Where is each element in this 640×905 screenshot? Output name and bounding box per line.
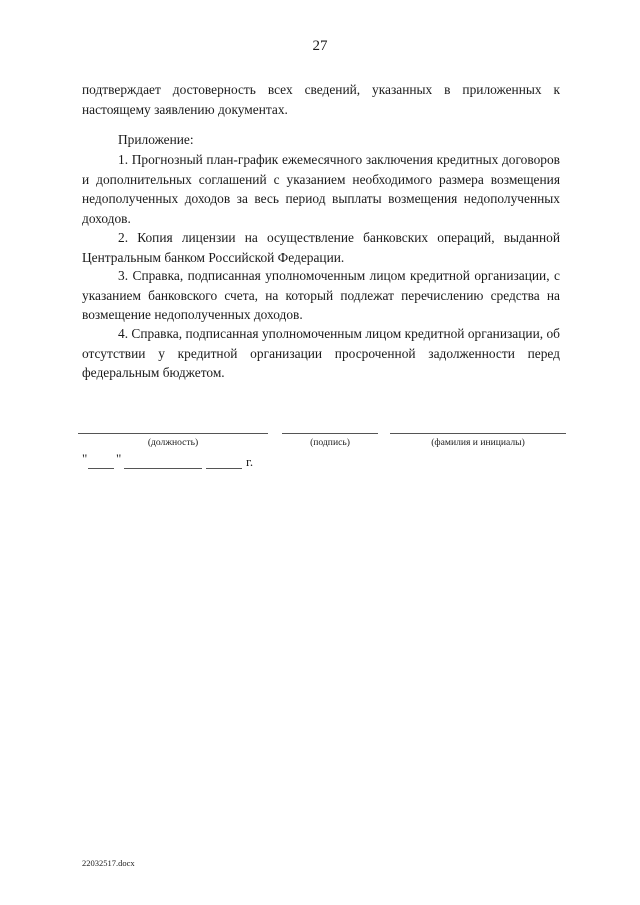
date-year-line bbox=[206, 468, 242, 469]
document-filename: 22032517.docx bbox=[82, 858, 135, 868]
signature-line bbox=[282, 433, 378, 434]
name-caption: (фамилия и инициалы) bbox=[431, 437, 525, 448]
appendix-item-3: 3. Справка, подписанная уполномоченным лицом кредитной организации, с указанием банковского счета, на который подлежат перечислению средства на возмещение недополученных доходов. bbox=[82, 268, 560, 323]
position-line bbox=[78, 433, 268, 434]
date-close-quote: " bbox=[116, 451, 122, 466]
signature-caption: (подпись) bbox=[310, 437, 350, 448]
date-year-suffix: г. bbox=[246, 454, 254, 469]
name-line bbox=[390, 433, 566, 434]
appendix-heading: Приложение: bbox=[118, 132, 194, 147]
date-day-line bbox=[88, 468, 114, 469]
appendix-item-1: 1. Прогнозный план-график ежемесячного заключения кредитных договоров и дополнительных соглашений с указанием необходимого размера возмещения недополученных доходов за весь период выплаты возмещения недополученных доходов. bbox=[82, 152, 560, 226]
continuation-paragraph: подтверждает достоверность всех сведений, указанных в приложенных к настоящему заявлению документах. bbox=[82, 82, 560, 117]
appendix-item-2: 2. Копия лицензии на осуществление банковских операций, выданной Центральным банком Российской Федерации. bbox=[82, 230, 560, 265]
appendix-item-4: 4. Справка, подписанная уполномоченным лицом кредитной организации, об отсутствии у кредитной организации просроченной задолженности перед федеральным бюджетом. bbox=[82, 326, 560, 381]
date-open-quote: " bbox=[82, 451, 88, 466]
date-month-line bbox=[124, 468, 202, 469]
page-number: 27 bbox=[312, 38, 328, 54]
position-caption: (должность) bbox=[147, 437, 199, 448]
